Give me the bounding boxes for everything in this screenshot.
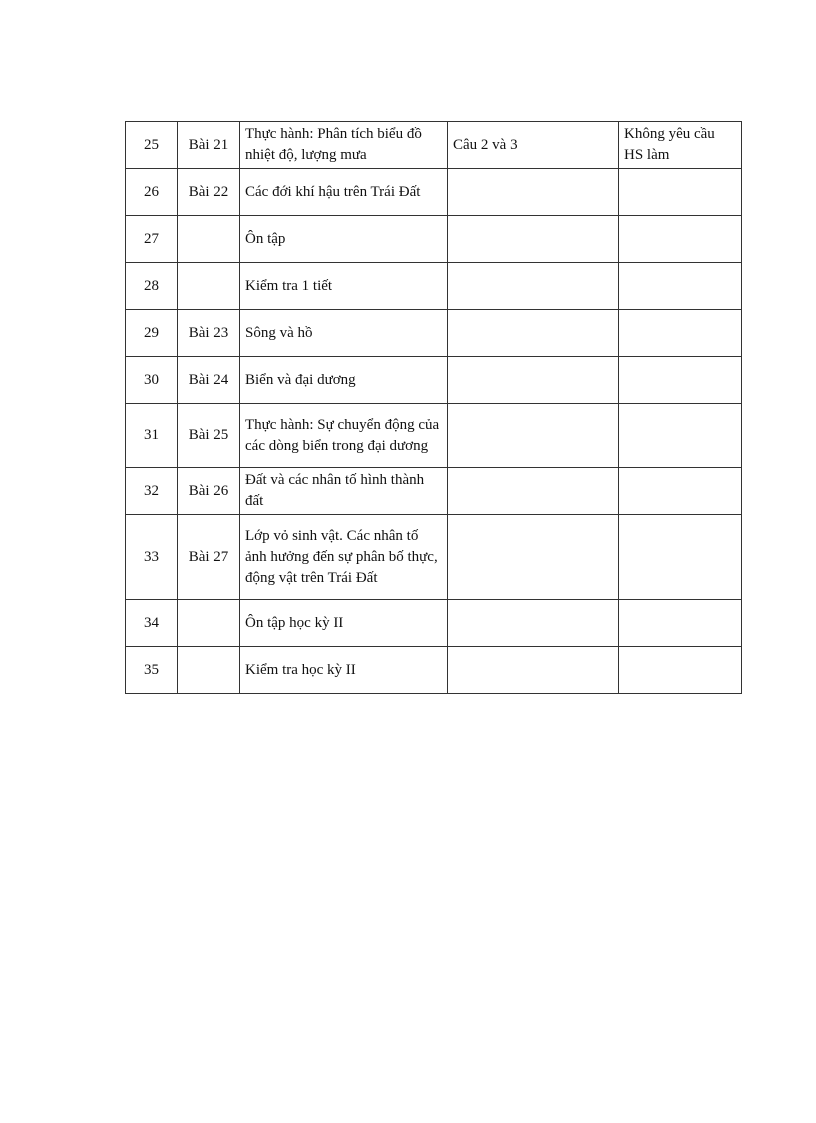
content-cell: Kiểm tra học kỳ II (240, 647, 448, 694)
adjustment-cell: Câu 2 và 3 (448, 122, 619, 169)
period-number-cell: 29 (126, 310, 178, 357)
content-cell: Ôn tập học kỳ II (240, 600, 448, 647)
content-cell: Lớp vỏ sinh vật. Các nhân tố ảnh hưởng đến sự phân bố thực, động vật trên Trái Đất (240, 515, 448, 600)
table-row (126, 263, 742, 310)
lesson-cell (178, 216, 240, 263)
adjustment-cell (448, 404, 619, 468)
adjustment-cell (448, 647, 619, 694)
remark-cell (619, 468, 742, 515)
lesson-cell: Bài 22 (178, 169, 240, 216)
remark-cell: Không yêu cầu HS làm (619, 122, 742, 169)
period-number-cell: 27 (126, 216, 178, 263)
lesson-cell: Bài 23 (178, 310, 240, 357)
remark-cell (619, 216, 742, 263)
adjustment-cell (448, 357, 619, 404)
table-row (126, 647, 742, 694)
table-row (126, 515, 742, 600)
content-cell: Đất và các nhân tố hình thành đất (240, 468, 448, 515)
content-cell: Các đới khí hậu trên Trái Đất (240, 169, 448, 216)
syllabus-table-body (126, 122, 742, 694)
lesson-cell: Bài 27 (178, 515, 240, 600)
remark-cell (619, 647, 742, 694)
table-row (126, 357, 742, 404)
lesson-cell: Bài 24 (178, 357, 240, 404)
content-cell: Thực hành: Sự chuyển động của các dòng biển trong đại dương (240, 404, 448, 468)
lesson-cell (178, 647, 240, 694)
adjustment-cell (448, 468, 619, 515)
adjustment-cell (448, 216, 619, 263)
period-number-cell: 34 (126, 600, 178, 647)
table-row (126, 600, 742, 647)
adjustment-cell (448, 515, 619, 600)
table-row (126, 169, 742, 216)
period-number-cell: 31 (126, 404, 178, 468)
period-number-cell: 33 (126, 515, 178, 600)
table-row (126, 310, 742, 357)
lesson-cell: Bài 26 (178, 468, 240, 515)
table-row (126, 468, 742, 515)
period-number-cell: 26 (126, 169, 178, 216)
lesson-cell (178, 600, 240, 647)
adjustment-cell (448, 169, 619, 216)
remark-cell (619, 357, 742, 404)
remark-cell (619, 600, 742, 647)
adjustment-cell (448, 600, 619, 647)
lesson-cell: Bài 21 (178, 122, 240, 169)
content-cell: Thực hành: Phân tích biểu đồ nhiệt độ, lượng mưa (240, 122, 448, 169)
table-row (126, 404, 742, 468)
syllabus-table (125, 121, 742, 694)
period-number-cell: 25 (126, 122, 178, 169)
period-number-cell: 35 (126, 647, 178, 694)
remark-cell (619, 404, 742, 468)
content-cell: Kiểm tra 1 tiết (240, 263, 448, 310)
content-cell: Sông và hồ (240, 310, 448, 357)
table-row (126, 216, 742, 263)
adjustment-cell (448, 263, 619, 310)
remark-cell (619, 515, 742, 600)
period-number-cell: 28 (126, 263, 178, 310)
content-cell: Ôn tập (240, 216, 448, 263)
remark-cell (619, 169, 742, 216)
adjustment-cell (448, 310, 619, 357)
remark-cell (619, 310, 742, 357)
lesson-cell (178, 263, 240, 310)
table-row (126, 122, 742, 169)
lesson-cell: Bài 25 (178, 404, 240, 468)
period-number-cell: 30 (126, 357, 178, 404)
content-cell: Biển và đại dương (240, 357, 448, 404)
remark-cell (619, 263, 742, 310)
period-number-cell: 32 (126, 468, 178, 515)
